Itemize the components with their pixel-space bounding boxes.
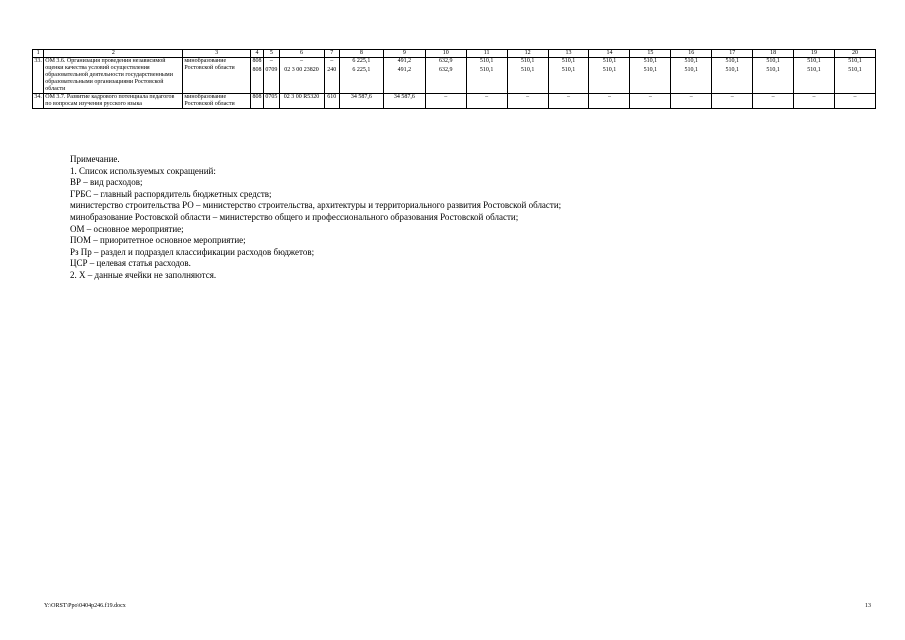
cell-value: 510,1 <box>602 58 617 64</box>
value-cell <box>671 58 712 94</box>
value-cell <box>589 94 630 109</box>
value-cell <box>548 94 589 109</box>
cell-value: – <box>269 58 273 64</box>
value-cell <box>250 94 263 109</box>
abbreviation-item: минобразование Ростовской области – министерство общего и профессионального образования Ростовской области; <box>70 211 519 222</box>
column-header: 2 <box>44 50 183 58</box>
cell-value: – <box>648 94 652 100</box>
cell-value: – <box>567 94 571 100</box>
cell-value: – <box>526 94 530 100</box>
column-header: 18 <box>753 50 794 58</box>
cell-value: 02 3 00 R5320 <box>283 94 320 100</box>
cell-value: 510,1 <box>848 67 862 73</box>
column-header: 19 <box>794 50 835 58</box>
value-cell <box>630 94 671 109</box>
budget-table <box>32 49 876 109</box>
value-cell <box>279 58 324 94</box>
value-cell <box>324 94 339 109</box>
value-cell <box>507 58 548 94</box>
cell-value: – <box>853 94 857 100</box>
cell-value: – <box>330 58 334 64</box>
value-cell <box>835 58 876 94</box>
column-header: 5 <box>264 50 279 58</box>
notes-heading: Примечание. <box>70 154 120 164</box>
value-cell <box>712 58 753 94</box>
cell-value: 0709 <box>265 67 278 73</box>
value-cell <box>589 58 630 94</box>
cell-value: 510,1 <box>766 58 780 64</box>
value-cell <box>753 58 794 94</box>
column-header: 3 <box>183 50 251 58</box>
cell-value: 510,1 <box>479 67 494 73</box>
cell-value: – <box>485 94 489 100</box>
value-cell <box>264 58 279 94</box>
value-cell <box>835 94 876 109</box>
page-number: 13 <box>865 603 871 609</box>
measure-name-cell: ОМ 3.6. Организация проведения независимой оценки качества условий осуществления образовательной деятельности государственными образовательными организациями Ростовской области <box>44 58 183 94</box>
cell-value: 632,9 <box>439 58 453 64</box>
cell-value: 510,1 <box>725 58 739 64</box>
cell-value: 510,1 <box>643 58 658 64</box>
cell-value: 240 <box>327 67 337 73</box>
abbreviation-item: ГРБС – главный распорядитель бюджетных средств; <box>70 188 272 199</box>
executor-cell: минобразование Ростовской области <box>183 94 251 109</box>
cell-value: – <box>689 94 693 100</box>
table-row <box>33 94 876 109</box>
column-header: 12 <box>507 50 548 58</box>
abbreviation-item: министерство строительства РО – министерство строительства, архитектуры и территориального развития Ростовской области; <box>70 200 562 211</box>
cell-value: 610 <box>327 94 337 100</box>
cell-value: 491,2 <box>397 58 412 64</box>
cell-value: 6 225,1 <box>352 58 371 64</box>
value-cell <box>753 94 794 109</box>
table-body <box>33 50 876 109</box>
cell-value: – <box>300 58 304 64</box>
value-cell <box>794 58 835 94</box>
cell-value: – <box>730 94 734 100</box>
value-cell <box>466 94 507 109</box>
cell-value: 510,1 <box>848 58 862 64</box>
note-item: 2. Х – данные ячейки не заполняются. <box>70 269 217 280</box>
cell-value: 0705 <box>265 94 278 100</box>
cell-value: 510,1 <box>807 67 821 73</box>
cell-value: 808 <box>252 67 262 73</box>
value-cell <box>264 94 279 109</box>
abbreviation-item: ОМ – основное мероприятие; <box>70 223 184 234</box>
row-number-cell: 33. <box>33 58 44 94</box>
row-number-cell: 34. <box>33 94 44 109</box>
cell-value: 510,1 <box>479 58 494 64</box>
cell-value: 34 587,6 <box>393 94 415 100</box>
cell-value: 510,1 <box>725 67 739 73</box>
executor-cell: минобразование Ростовской области <box>183 58 251 94</box>
cell-value: 510,1 <box>684 67 699 73</box>
value-cell <box>339 58 383 94</box>
cell-value: – <box>607 94 611 100</box>
column-header: 8 <box>339 50 383 58</box>
cell-value: 510,1 <box>684 58 699 64</box>
column-header: 11 <box>466 50 507 58</box>
value-cell <box>279 94 324 109</box>
column-header: 7 <box>324 50 339 58</box>
value-cell <box>425 58 466 94</box>
cell-value: 510,1 <box>643 67 658 73</box>
footer-file-path: Y:\ORST\Ppo\0404p246.f19.docx <box>44 603 126 609</box>
value-cell <box>425 94 466 109</box>
cell-value: 632,9 <box>439 67 453 73</box>
value-cell <box>383 94 425 109</box>
cell-value: – <box>771 94 775 100</box>
column-header: 13 <box>548 50 589 58</box>
table-header-row <box>33 50 876 58</box>
value-cell <box>250 58 263 94</box>
measure-name-cell: ОМ 3.7. Развитие кадрового потенциала педагогов по вопросам изучения русского языка <box>44 94 183 109</box>
value-cell <box>548 58 589 94</box>
abbreviations-heading: 1. Список используемых сокращений: <box>70 165 216 176</box>
value-cell <box>339 94 383 109</box>
table-row <box>33 58 876 94</box>
column-header: 9 <box>383 50 425 58</box>
cell-value: – <box>444 94 448 100</box>
cell-value: 510,1 <box>602 67 617 73</box>
value-cell <box>712 94 753 109</box>
cell-value: 6 225,1 <box>352 67 371 73</box>
value-cell <box>324 58 339 94</box>
cell-value: 510,1 <box>766 67 780 73</box>
cell-value: 02 3 00 23820 <box>284 67 319 73</box>
abbreviation-item: ВР – вид расходов; <box>70 177 143 188</box>
column-header: 16 <box>671 50 712 58</box>
column-header: 10 <box>425 50 466 58</box>
cell-value: 510,1 <box>561 67 576 73</box>
cell-value: 510,1 <box>561 58 576 64</box>
cell-value: – <box>812 94 816 100</box>
value-cell <box>466 58 507 94</box>
value-cell <box>383 58 425 94</box>
cell-value: 34 587,6 <box>350 94 372 100</box>
notes-section <box>70 154 870 282</box>
column-header: 17 <box>712 50 753 58</box>
abbreviation-item: ЦСР – целевая статья расходов. <box>70 258 191 269</box>
column-header: 15 <box>630 50 671 58</box>
abbreviation-item: Рз Пр – раздел и подраздел классификации расходов бюджетов; <box>70 246 315 257</box>
column-header: 6 <box>279 50 324 58</box>
cell-value: 808 <box>252 58 262 64</box>
column-header: 4 <box>250 50 263 58</box>
cell-value: 808 <box>252 94 262 100</box>
abbreviation-item: ПОМ – приоритетное основное мероприятие; <box>70 235 246 246</box>
column-header: 20 <box>835 50 876 58</box>
value-cell <box>794 94 835 109</box>
cell-value: 491,2 <box>397 67 412 73</box>
cell-value: 510,1 <box>520 67 535 73</box>
value-cell <box>507 94 548 109</box>
value-cell <box>671 94 712 109</box>
column-header: 1 <box>33 50 44 58</box>
cell-value: 510,1 <box>520 58 535 64</box>
value-cell <box>630 58 671 94</box>
column-header: 14 <box>589 50 630 58</box>
cell-value: 510,1 <box>807 58 821 64</box>
